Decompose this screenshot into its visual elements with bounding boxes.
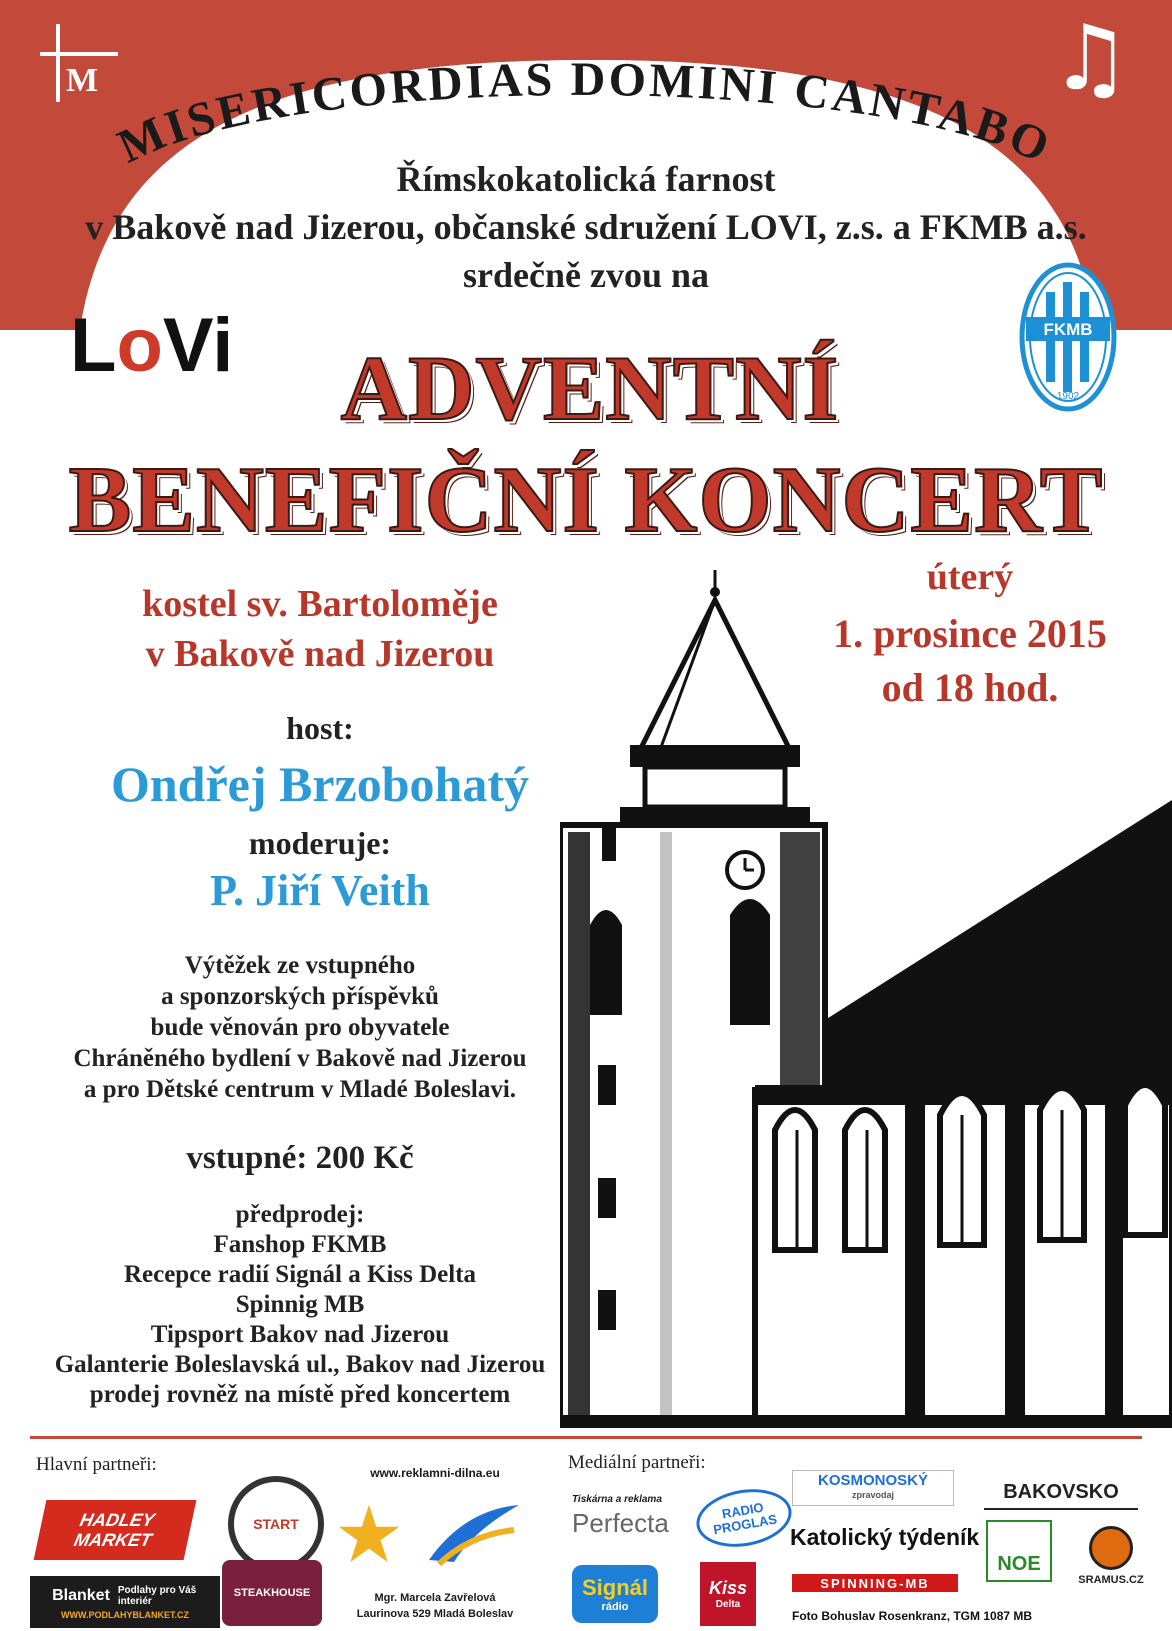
venue-line-1: kostel sv. Bartoloměje bbox=[142, 583, 498, 625]
blanket-tagline: Podlahy pro Váš interiér bbox=[117, 1584, 197, 1607]
proceeds-line: bude věnován pro obyvatele bbox=[150, 1014, 450, 1041]
presale-place: Fanshop FKMB bbox=[213, 1231, 387, 1258]
cross-letter: M bbox=[66, 62, 99, 99]
presale-place: Recepce radií Signál a Kiss Delta bbox=[123, 1261, 477, 1288]
lovi-logo bbox=[70, 303, 234, 388]
presale-block bbox=[0, 1200, 600, 1410]
presale-place: Galanterie Boleslavská ul., Bakov nad Jizerou bbox=[54, 1351, 546, 1378]
fkmb-badge bbox=[1018, 262, 1118, 412]
fkmb-name: FKMB bbox=[1043, 320, 1093, 339]
perfecta-logo: Perfecta bbox=[572, 1508, 669, 1538]
proceeds-line: Výtěžek ze vstupného bbox=[184, 952, 416, 979]
noe-logo bbox=[986, 1520, 1052, 1582]
presale-place: Spinnig MB bbox=[235, 1291, 365, 1318]
intro-line-3: srdečně zvou na bbox=[463, 255, 709, 295]
date-time: od 18 hod. bbox=[881, 665, 1059, 710]
proceeds-line: Chráněného bydlení v Bakově nad Jizerou bbox=[73, 1045, 527, 1072]
lovi-logo-l: L bbox=[70, 303, 117, 388]
kosmonosky-text: KOSMONOSKÝ bbox=[817, 1472, 928, 1489]
proceeds-line: a pro Dětské centrum v Mladé Boleslavi. bbox=[83, 1076, 517, 1103]
footer-divider bbox=[30, 1436, 1142, 1439]
date-day: úterý bbox=[926, 556, 1014, 598]
noe-text: NOE bbox=[997, 1553, 1041, 1575]
swoosh-logo bbox=[424, 1500, 524, 1570]
reklamni-url: www.reklamni-dilna.eu bbox=[370, 1466, 500, 1480]
blanket-logo bbox=[30, 1576, 220, 1628]
presale-place: prodej rovněž na místě před koncertem bbox=[89, 1381, 511, 1408]
guest-name: Ondřej Brzobohatý bbox=[110, 756, 530, 812]
sramus-text: SRAMUS.CZ bbox=[1078, 1574, 1144, 1586]
intro-line-2: v Bakově nad Jizerou, občanské sdružení LOVI, z.s. a FKMB a.s. bbox=[85, 207, 1087, 247]
venue-line-2: v Bakově nad Jizerou bbox=[145, 633, 495, 675]
main-partners-label: Hlavní partneři: bbox=[36, 1454, 157, 1475]
signal-sub: rádio bbox=[601, 1601, 629, 1613]
star-logo: ★ bbox=[337, 1496, 401, 1574]
moderator-name: P. Jiří Veith bbox=[210, 866, 430, 915]
hadley-market-logo bbox=[34, 1500, 197, 1560]
signal-logo bbox=[572, 1565, 658, 1623]
blanket-url: WWW.PODLAHYBLANKET.CZ bbox=[61, 1609, 189, 1620]
start-text: START bbox=[253, 1516, 299, 1532]
presale-label: předprodej: bbox=[235, 1201, 365, 1228]
svg-text:MISERICORDIAS DOMINI CANTABO bbox=[110, 53, 1060, 174]
steakhouse-text: STEAKHOUSE bbox=[233, 1587, 311, 1599]
reklamni-contact-1: Mgr. Marcela Zavřelová bbox=[374, 1592, 496, 1604]
proceeds-block bbox=[20, 950, 580, 1105]
start-logo bbox=[228, 1476, 324, 1572]
blanket-name: Blanket bbox=[52, 1586, 110, 1604]
motto-text: MISERICORDIAS DOMINI CANTABO bbox=[110, 52, 1060, 175]
proglas-text: RADIO PROGLAS bbox=[712, 1499, 779, 1538]
perfecta-label: Tiskárna a reklama bbox=[572, 1494, 662, 1505]
lovi-logo-o: o bbox=[116, 303, 163, 388]
reklamni-contact-2: Laurinova 529 Mladá Boleslav bbox=[356, 1608, 514, 1620]
sramus-logo bbox=[1074, 1524, 1148, 1588]
spinning-text: SPINNING-MB bbox=[820, 1575, 930, 1591]
signal-text: Signál bbox=[581, 1575, 648, 1600]
photo-credit: Foto Bohuslav Rosenkranz, TGM 1087 MB bbox=[792, 1609, 1033, 1623]
sramus-icon bbox=[1089, 1526, 1133, 1570]
fkmb-year: 1902 bbox=[1056, 391, 1080, 402]
proglas-logo bbox=[692, 1482, 796, 1554]
kiss-text: Kiss bbox=[708, 1578, 748, 1598]
kosmonosky-sub: zpravodaj bbox=[851, 1490, 894, 1500]
bakovsko-logo bbox=[984, 1476, 1138, 1510]
spinning-logo bbox=[792, 1574, 958, 1592]
presale-place: Tipsport Bakov nad Jizerou bbox=[150, 1321, 450, 1348]
date-date: 1. prosince 2015 bbox=[833, 611, 1107, 656]
title-line-1: ADVENTNÍ bbox=[340, 337, 840, 439]
bakovsko-text: BAKOVSKO bbox=[1003, 1480, 1119, 1503]
steakhouse-logo bbox=[222, 1560, 322, 1626]
admission-price: vstupné: 200 Kč bbox=[186, 1140, 414, 1176]
kosmonosky-logo bbox=[792, 1470, 954, 1506]
moderator-label: moderuje: bbox=[248, 825, 392, 861]
hadley-market-text: HADLEY MARKET bbox=[72, 1510, 157, 1550]
katolicky-logo: Katolický týdeník bbox=[790, 1524, 980, 1550]
title-line-2: BENEFIČNÍ KONCERT bbox=[68, 448, 1104, 552]
kiss-sub: Delta bbox=[715, 1599, 741, 1610]
guest-label: host: bbox=[286, 710, 354, 746]
media-partners-label: Mediální partneři: bbox=[568, 1452, 706, 1473]
music-note-icon: ♫ bbox=[1050, 6, 1131, 111]
lovi-logo-vi: Vi bbox=[162, 303, 234, 388]
kiss-delta-logo bbox=[700, 1562, 756, 1626]
proceeds-line: a sponzorských příspěvků bbox=[161, 983, 439, 1010]
intro-line-1: Římskokatolická farnost bbox=[396, 159, 776, 199]
